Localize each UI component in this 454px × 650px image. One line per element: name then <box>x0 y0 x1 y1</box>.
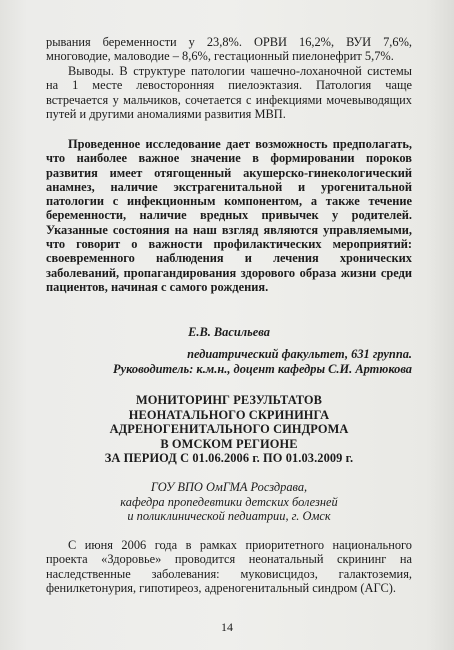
supervisor-line: Руководитель: к.м.н., доцент кафедры С.И. Артюкова <box>113 362 412 376</box>
paragraph-introduction: С июня 2006 года в рамках приоритетного национального проекта «Здоровье» проводится неонатальный скрининг на наследственные заболевания: муковисцидоз, галактоземия, фенилкетонурия, гипотиреоз, адреногенитальный синдром (АГС). <box>46 538 412 595</box>
title-line: НЕОНАТАЛЬНОГО СКРИНИНГА <box>128 407 330 422</box>
author-name: Е.В. Васильева <box>188 325 270 339</box>
title-line: В ОМСКОМ РЕГИОНЕ <box>160 436 298 451</box>
faculty-line: педиатрический факультет, 631 группа. <box>187 347 412 361</box>
article-title <box>46 393 412 466</box>
org-line: и поликлинической педиатрии, г. Омск <box>127 509 331 524</box>
organization <box>46 480 412 524</box>
paragraph-discussion: Проведенное исследование дает возможность предполагать, что наиболее важное значение в формировании пороков развития имеет отягощенный акушерско-гинекологический анамнез, наличие экстрагенитальной и урогенитальной патологии с инфекционным компонентом, а также течение беременности, наличие вредных привычек у родителей. Указанные состояния на наш взгляд являются управляемыми, что говорит о важности профилактических мероприятий: своевременного наблюдения и лечения хронических заболеваний, пропагандирования здорового образа жизни среди пациентов, начиная с самого рождения. <box>46 137 412 294</box>
page-number: 14 <box>221 620 233 634</box>
title-line: ЗА ПЕРИОД С 01.06.2006 г. ПО 01.03.2009 г. <box>104 451 354 466</box>
paragraph-conclusions: Выводы. В структуре патологии чашечно-лоханочной системы на 1 месте левосторонняя пиелоэктазия. Патология чаще встречается у мальчиков, сочетается с инфекциями мочевыводящих путей и другими аномалиями развития МВП. <box>46 64 412 121</box>
org-line: ГОУ ВПО ОмГМА Росздрава, <box>150 480 308 494</box>
author-affiliation <box>46 347 412 377</box>
paragraph-continuation: рывания беременности у 23,8%. ОРВИ 16,2%, ВУИ 7,6%, многоводие, маловодие – 8,6%, гестационный пиелонефрит 5,7%. <box>46 35 412 64</box>
title-line: АДРЕНОГЕНИТАЛЬНОГО СИНДРОМА <box>109 422 349 437</box>
title-line: МОНИТОРИНГ РЕЗУЛЬТАТОВ <box>135 393 323 407</box>
org-line: кафедра пропедевтики детских болезней <box>120 494 338 509</box>
